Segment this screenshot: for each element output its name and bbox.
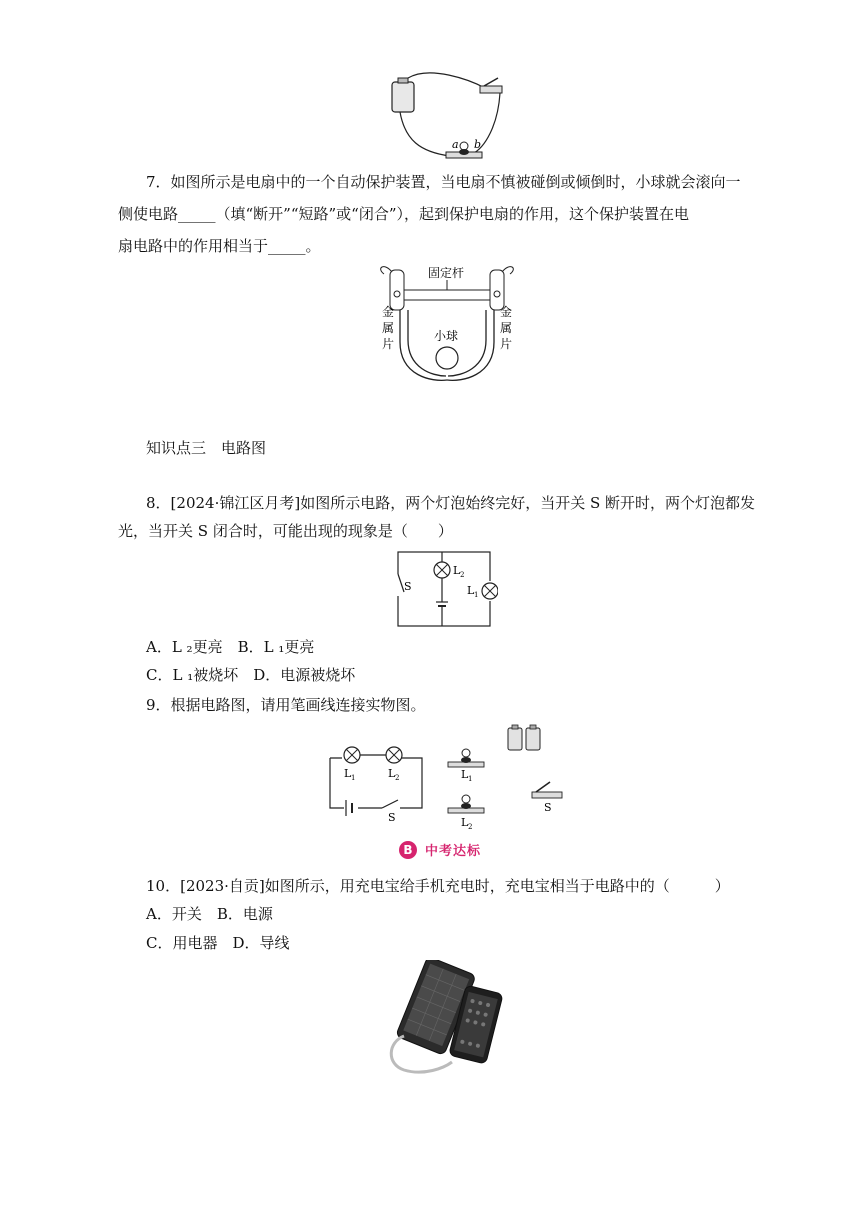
protection-device-figure <box>372 258 522 388</box>
q9-phys-l1-sub: 1 <box>468 775 473 783</box>
q9-label-l2: L <box>388 767 396 780</box>
badge-text: 中考达标 <box>425 844 482 859</box>
fig6-label-a: a <box>452 138 459 151</box>
ball-label: 小球 <box>434 329 459 343</box>
q9-label-s: S <box>388 811 396 824</box>
q10-line1: 10．[2023·自贡]如图所示，用充电宝给手机充电时，充电宝相当于电路中的（ ） <box>146 877 730 895</box>
fixed-rod-label: 固定杆 <box>428 266 465 280</box>
fig6-label-b: b <box>474 138 482 151</box>
metal-right-3: 片 <box>500 337 513 351</box>
q8-label-s: S <box>404 580 412 593</box>
q7-line3: 扇电路中的作用相当于_____。 <box>118 237 321 255</box>
q10-options-cd: C．用电器 D．导线 <box>146 934 290 952</box>
q9-label-l2-sub: 2 <box>395 774 400 782</box>
physical-components-q9 <box>440 720 580 835</box>
q8-label-l1: L <box>467 584 475 597</box>
q7-line2: 侧使电路_____（填“断开”“短路”或“闭合”），起到保护电扇的作用，这个保护装置在电 <box>118 205 690 223</box>
q10-options-ab: A．开关 B．电源 <box>146 905 273 923</box>
q8-label-l1-sub: 1 <box>474 591 479 599</box>
q8-line1: 8．[2024·锦江区月考]如图所示电路，两个灯泡始终完好，当开关 S 断开时，两个灯泡都发 <box>146 494 756 512</box>
q9-phys-l2: L <box>461 816 469 829</box>
q9-line1: 9．根据电路图，请用笔画线连接实物图。 <box>146 696 426 714</box>
q8-options-ab: A．L ₂更亮 B．L ₁更亮 <box>146 638 315 656</box>
metal-left-3: 片 <box>382 337 395 351</box>
metal-right-1: 金 <box>500 305 513 319</box>
powerbank-phone-photo <box>384 960 510 1080</box>
q8-options-cd: C．L ₁被烧坏 D．电源被烧坏 <box>146 666 356 684</box>
circuit-figure-q6 <box>380 70 510 165</box>
metal-left-2: 属 <box>382 321 395 335</box>
q8-label-l2-sub: 2 <box>460 571 465 579</box>
q8-label-l2: L <box>453 564 461 577</box>
metal-right-2: 属 <box>500 321 513 335</box>
q9-label-l1-sub: 1 <box>351 774 356 782</box>
q9-phys-s: S <box>544 801 552 814</box>
q9-label-l1: L <box>344 767 352 780</box>
badge-letter: B <box>399 841 417 859</box>
section3-title: 知识点三 电路图 <box>146 439 267 457</box>
q9-phys-l2-sub: 2 <box>468 823 473 831</box>
metal-left-1: 金 <box>382 305 395 319</box>
exam-standard-badge <box>399 840 481 859</box>
q9-phys-l1: L <box>461 768 469 781</box>
circuit-diagram-q9 <box>326 742 426 824</box>
q8-line2: 光，当开关 S 闭合时，可能出现的现象是（ ） <box>118 522 453 540</box>
q7-line1: 7．如图所示是电扇中的一个自动保护装置，当电扇不慎被碰倒或倾倒时，小球就会滚向一 <box>146 173 741 191</box>
circuit-diagram-q8 <box>392 548 498 630</box>
